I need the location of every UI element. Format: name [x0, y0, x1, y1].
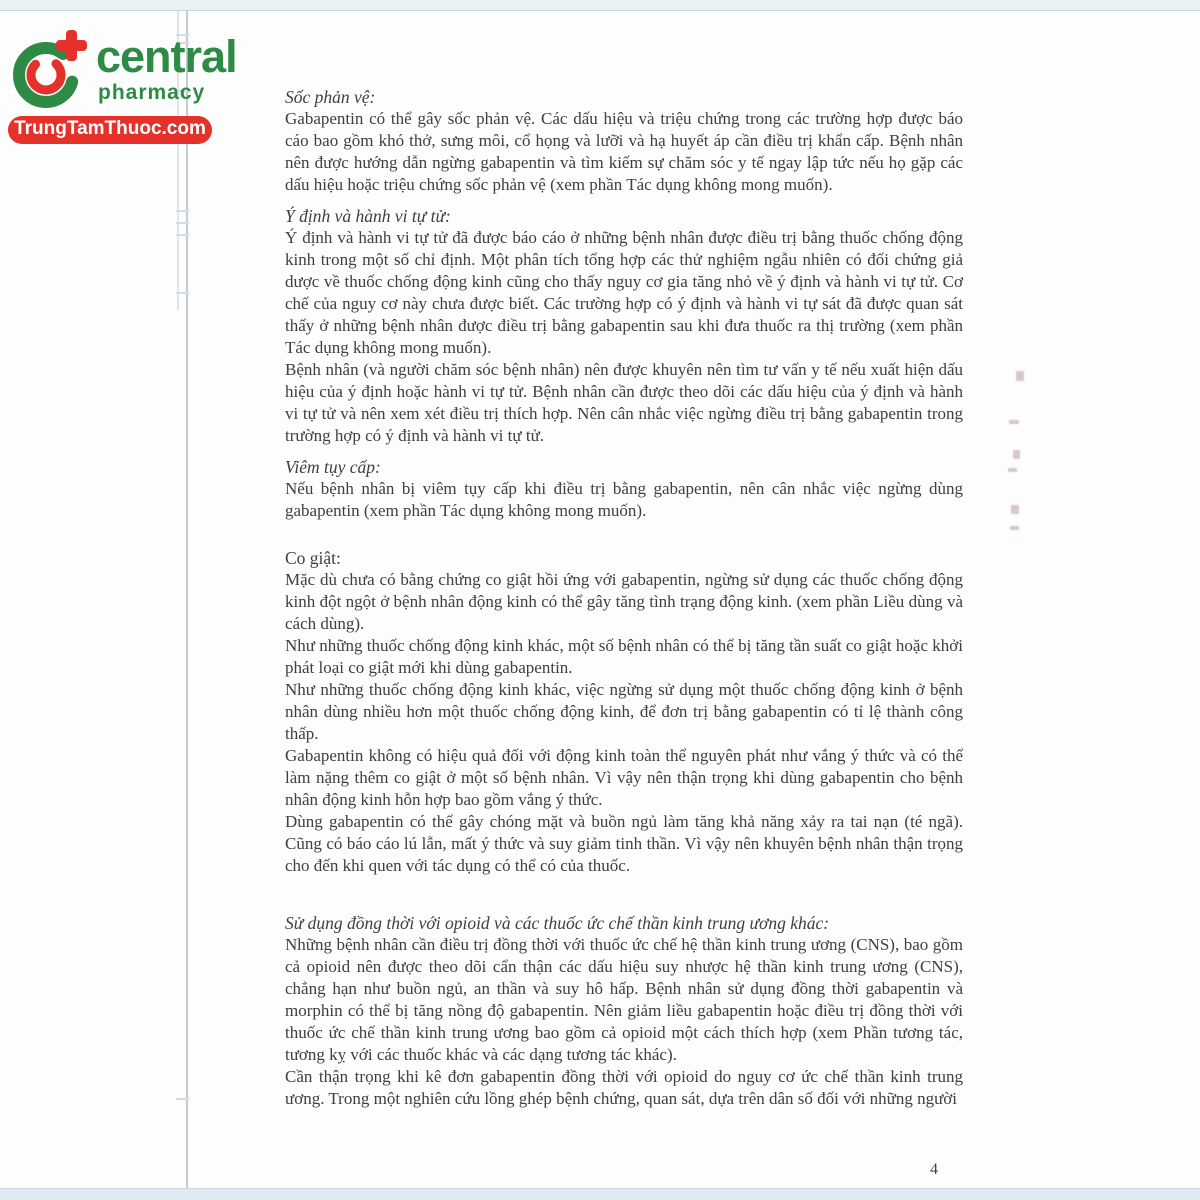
- section-heading: Ý định và hành vi tự tử:: [285, 206, 451, 226]
- film-tick: [176, 1098, 189, 1100]
- paragraph: Như những thuốc chống động kinh khác, một số bệnh nhân có thể bị tăng tần suất co giật hoặc khởi phát loại co giật mới khi dùng gabapentin.: [285, 636, 963, 677]
- scan-bottom-edge: [0, 1188, 1200, 1200]
- page-left-edge: [186, 10, 188, 1188]
- paragraph: Dùng gabapentin có thể gây chóng mặt và buồn ngủ làm tăng khả năng xảy ra tai nạn (té ngã). Cũng có báo cáo lú lẫn, mất ý thức và suy giảm tinh thần. Vì vậy nên khuyên bệnh nhân thận trọng cho đến khi quen với tác dụng có thể có của thuốc.: [285, 812, 963, 875]
- paragraph: Cần thận trọng khi kê đơn gabapentin đồng thời với opioid do nguy cơ ức chế thần kinh trung ương. Trong một nghiên cứu lồng ghép bệnh chứng, quan sát, dựa trên dân số đối với những người: [285, 1067, 963, 1108]
- bleed-through-mark: [1010, 526, 1019, 530]
- section-heading: Sốc phản vệ:: [285, 87, 376, 107]
- paragraph: Bệnh nhân (và người chăm sóc bệnh nhân) nên được khuyên nên tìm tư vấn y tế nếu xuất hiện dấu hiệu của ý định hoặc hành vi tự tử. Bệnh nhân cần được theo dõi các dấu hiệu của ý định và hành vi tự tử và nên xem xét điều trị thích hợp. Nên cân nhắc việc ngừng điều trị bằng gabapentin trong trường hợp có ý định và hành vi tự tử.: [285, 360, 963, 445]
- film-tick: [176, 222, 189, 224]
- logo-website-badge: TrungTamThuoc.com: [8, 116, 212, 144]
- paragraph: Mặc dù chưa có bằng chứng co giật hồi ứng với gabapentin, ngừng sử dụng các thuốc chống động kinh đột ngột ở bệnh nhân động kinh có thể gây tăng tình trạng động kinh. (xem phần Liều dùng và cách dùng).: [285, 570, 963, 633]
- paragraph: Gabapentin không có hiệu quả đối với động kinh toàn thể nguyên phát như vắng ý thức và có thể làm nặng thêm co giật ở một số bệnh nhân. Vì vậy nên thận trọng khi dùng gabapentin cho bệnh nhân động kinh hỗn hợp bao gồm vắng ý thức.: [285, 746, 963, 809]
- section-heading: Sử dụng đồng thời với opioid và các thuốc ức chế thần kinh trung ương khác:: [285, 913, 830, 933]
- section-anaphylaxis: [285, 86, 963, 196]
- film-tick: [176, 234, 189, 236]
- scan-top-edge: [0, 0, 1200, 11]
- logo-sub-text: pharmacy: [98, 81, 206, 104]
- bleed-through-mark: [1009, 420, 1019, 424]
- logo-brand-text: central: [96, 31, 237, 82]
- page-number: 4: [930, 1161, 938, 1178]
- section-suicidal-ideation: [285, 205, 963, 447]
- bleed-through-mark: [1013, 450, 1020, 459]
- film-tick: [176, 210, 189, 212]
- film-tick: [176, 292, 189, 294]
- c-plus-logo-icon: [8, 28, 92, 110]
- paragraph: Nếu bệnh nhân bị viêm tụy cấp khi điều trị bằng gabapentin, nên cân nhắc việc ngừng dùng gabapentin (xem phần Tác dụng không mong muốn).: [285, 479, 963, 520]
- section-opioid-cns: [285, 912, 963, 1110]
- central-pharmacy-logo: [8, 28, 237, 144]
- section-heading: Viêm tụy cấp:: [285, 457, 381, 477]
- section-heading: Co giật:: [285, 548, 341, 568]
- section-acute-pancreatitis: [285, 456, 963, 522]
- paragraph: Ý định và hành vi tự tử đã được báo cáo ở những bệnh nhân được điều trị bằng thuốc chống động kinh trong một số chỉ định. Một phân tích tổng hợp các thử nghiệm ngẫu nhiên có đối chứng giả dược về thuốc chống động kinh cũng cho thấy nguy cơ gia tăng nhỏ về ý định và hành vi tự tử. Cơ chế của nguy cơ này chưa được biết. Các trường hợp có ý định và hành vi tự sát đã được quan sát thấy ở những bệnh nhân được điều trị bằng gabapentin sau khi đưa thuốc ra thị trường (xem phần Tác dụng không mong muốn).: [285, 228, 963, 357]
- bleed-through-mark: [1016, 371, 1024, 381]
- section-seizures: [285, 547, 963, 877]
- paragraph: Như những thuốc chống động kinh khác, việc ngừng sử dụng một thuốc chống động kinh ở bệnh nhân dùng nhiều hơn một thuốc chống động kinh, để đơn trị bằng gabapentin có tỉ lệ thành công thấp.: [285, 680, 963, 743]
- bleed-through-mark: [1008, 468, 1017, 472]
- paragraph: Những bệnh nhân cần điều trị đồng thời với thuốc ức chế hệ thần kinh trung ương (CNS), bao gồm cả opioid nên được theo dõi cẩn thận các dấu hiệu suy nhược hệ thần kinh trung ương (CNS), chẳng hạn như buồn ngủ, an thần và suy hô hấp. Bệnh nhân sử dụng đồng thời gabapentin và morphin có thể bị tăng nồng độ gabapentin. Nên giảm liều gabapentin hoặc điều trị đồng thời với thuốc ức chế thần kinh trung ương bao gồm cả opioid một cách thích hợp (xem Phần tương tác, tương kỵ với các thuốc khác và các dạng tương tác khác).: [285, 935, 963, 1064]
- bleed-through-mark: [1011, 505, 1019, 514]
- paragraph: Gabapentin có thể gây sốc phản vệ. Các dấu hiệu và triệu chứng trong các trường hợp được báo cáo bao gồm khó thở, sưng môi, cổ họng và lưỡi và hạ huyết áp cần điều trị khẩn cấp. Bệnh nhân nên được hướng dẫn ngừng gabapentin và tìm kiếm sự chăm sóc y tế ngay lập tức nếu họ gặp các dấu hiệu hoặc triệu chứng sốc phản vệ (xem phần Tác dụng không mong muốn).: [285, 109, 963, 194]
- leaflet-text: [285, 86, 963, 1110]
